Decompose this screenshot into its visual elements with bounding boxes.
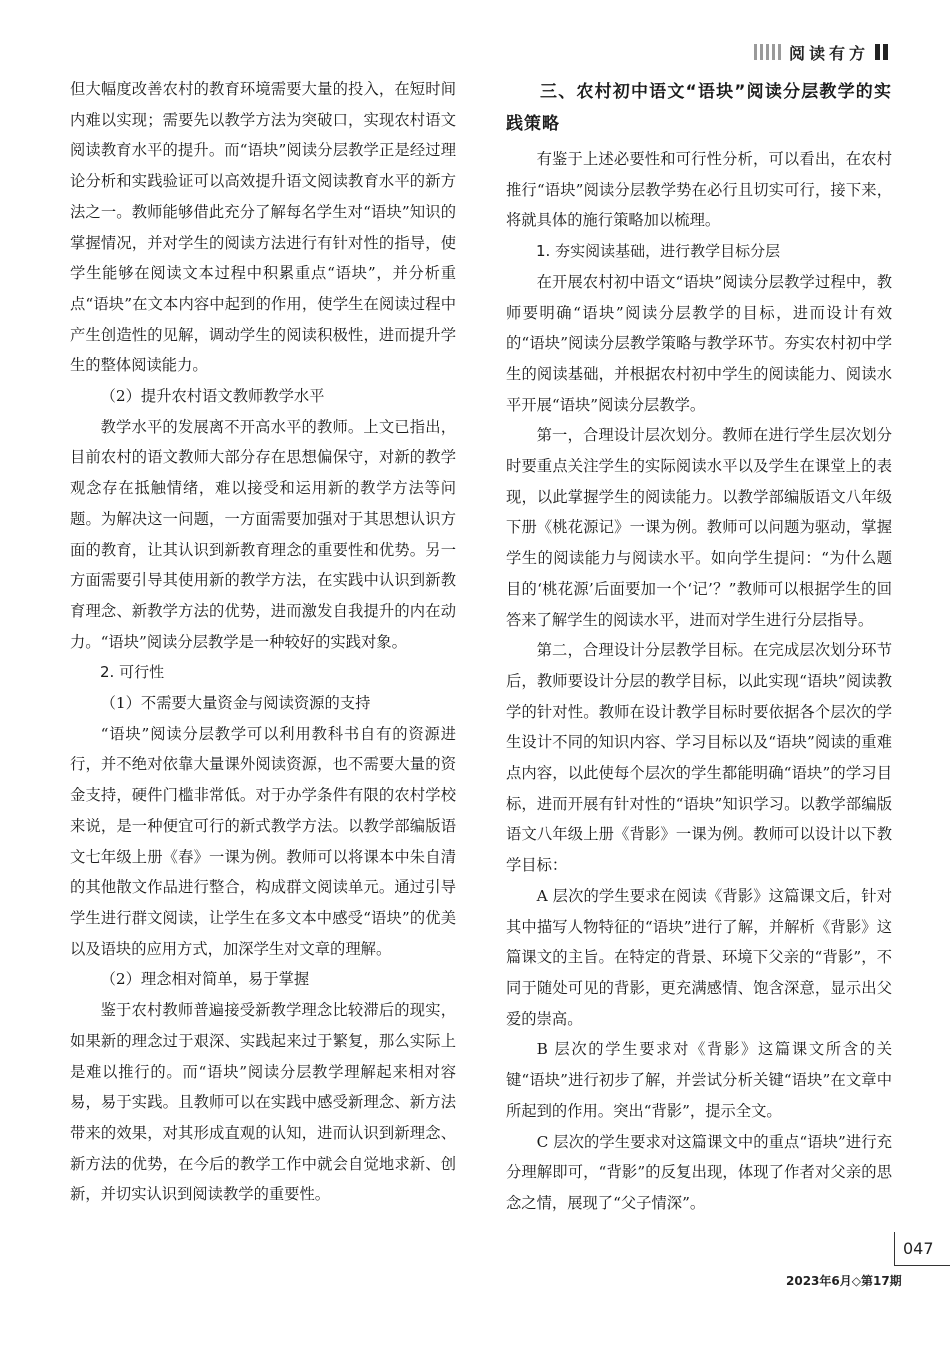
subsection-heading: 1. 夯实阅读基础，进行教学目标分层 xyxy=(536,242,781,261)
subsection-heading: 2. 可行性 xyxy=(100,663,165,682)
paragraph: B 层次的学生要求对《背影》这篇课文所含的关键“语块”进行初步了解，并尝试分析关键“语块”在文章中所起到的作用。突出“背影”，提示全文。 xyxy=(506,1040,892,1120)
section-title: 阅读有方 xyxy=(788,43,869,63)
paragraph: “语块”阅读分层教学可以利用教科书自有的资源进行，并不绝对依靠大量课外阅读资源，也不需要大量的资金支持，硬件门槛非常低。对于办学条件有限的农村学校来说，是一种便宜可行的新式教学方法。以教学部编版语文七年级上册《春》一课为例。教师可以将课本中朱自清的其他散文作品进行整合，构成群文阅读单元。通过引导学生进行群文阅读，让学生在多文本中感受“语块”的优美以及语块的应用方式，加深学生对文章的理解。 xyxy=(70,724,456,958)
page-number: 047 xyxy=(894,1232,950,1266)
paragraph: 教学水平的发展离不开高水平的教师。上文已指出，目前农村的语文教师大部分存在思想偏保守，对新的教学观念存在抵触情绪，难以接受和运用新的教学方法等问题。为解决这一问题，一方面需要加强对于其思想认识方面的教育，让其认识到新教育理念的重要性和优势。另一方面需要引导其使用新的教学方法，在实践中认识到新教育理念、新教学方法的优势，进而激发自我提升的内在动力。“语块”阅读分层教学是一种较好的实践对象。 xyxy=(70,417,456,651)
running-header xyxy=(754,40,888,64)
sub-heading: （2）提升农村语文教师教学水平 xyxy=(100,387,325,406)
section-heading: 三、农村初中语文“语块”阅读分层教学的实践策略 xyxy=(506,82,892,134)
paragraph: 鉴于农村教师普遍接受新教学理念比较滞后的现实，如果新的理念过于艰深、实践起来过于繁复，那么实际上是难以推行的。而“语块”阅读分层教学理解起来相对容易，易于实践。且教师可以在实践中感受新理念、新方法带来的效果，对其形成直观的认知，进而认识到新理念、新方法的优势，在今后的教学工作中就会自觉地求新、创新，并切实认识到阅读教学的重要性。 xyxy=(70,1001,456,1204)
paragraph: 有鉴于上述必要性和可行性分析，可以看出，在农村推行“语块”阅读分层教学势在必行且切实可行，接下来，将就具体的施行策略加以梳理。 xyxy=(506,150,892,230)
header-decor-bars-left xyxy=(754,44,781,60)
sub-heading: （2）理念相对简单，易于掌握 xyxy=(100,970,310,989)
header-decor-bars-right xyxy=(875,44,888,60)
paragraph: 第一，合理设计层次划分。教师在进行学生层次划分时要重点关注学生的实际阅读水平以及学生在课堂上的表现，以此掌握学生的阅读能力。以教学部编版语文八年级下册《桃花源记》一课为例。教师可以问题为驱动，掌握学生的阅读能力与阅读水平。如向学生提问：“为什么题目的‘桃花源’后面要加一个‘记’？”教师可以根据学生的回答来了解学生的阅读水平，进而对学生进行分层指导。 xyxy=(506,426,892,629)
paragraph: C 层次的学生要求对这篇课文中的重点“语块”进行充分理解即可，“背影”的反复出现，体现了作者对父亲的思念之情，展现了“父子情深”。 xyxy=(506,1132,892,1212)
sub-heading: （1）不需要大量资金与阅读资源的支持 xyxy=(100,694,371,713)
issue-date: 2023年6月◇第17期 xyxy=(786,1274,902,1288)
paragraph: 第二，合理设计分层教学目标。在完成层次划分环节后，教师要设计分层的教学目标，以此实现“语块”阅读教学的针对性。教师在设计教学目标时要依据各个层次的学生设计不同的知识内容、学习目标以及“语块”阅读的重难点内容，以此使每个层次的学生都能明确“语块”的学习目标，进而开展有针对性的“语块”知识学习。以教学部编版语文八年级上册《背影》一课为例。教师可以设计以下教学目标： xyxy=(506,641,892,875)
right-column xyxy=(506,76,892,1219)
paragraph: 在开展农村初中语文“语块”阅读分层教学过程中，教师要明确“语块”阅读分层教学的目标，进而设计有效的“语块”阅读分层教学策略与教学环节。夯实农村初中学生的阅读基础，并根据农村初中学生的阅读能力、阅读水平开展“语块”阅读分层教学。 xyxy=(506,272,892,414)
paragraph: 但大幅度改善农村的教育环境需要大量的投入，在短时间内难以实现；需要先以教学方法为突破口，实现农村语文阅读教育水平的提升。而“语块”阅读分层教学正是经过理论分析和实践验证可以高效提升语文阅读教育水平的新方法之一。教师能够借此充分了解每名学生对“语块”知识的掌握情况，并对学生的阅读方法进行有针对性的指导，使学生能够在阅读文本过程中积累重点“语块”，并分析重点“语块”在文本内容中起到的作用，使学生在阅读过程中产生创造性的见解，调动学生的阅读积极性，进而提升学生的整体阅读能力。 xyxy=(70,80,456,375)
left-column xyxy=(70,74,456,1210)
paragraph: A 层次的学生要求在阅读《背影》这篇课文后，针对其中描写人物特征的“语块”进行了解，并解析《背影》这篇课文的主旨。在特定的背景、环境下父亲的“背影”，不同于随处可见的背影，更充满感情、饱含深意，显示出父爱的崇高。 xyxy=(506,886,892,1028)
